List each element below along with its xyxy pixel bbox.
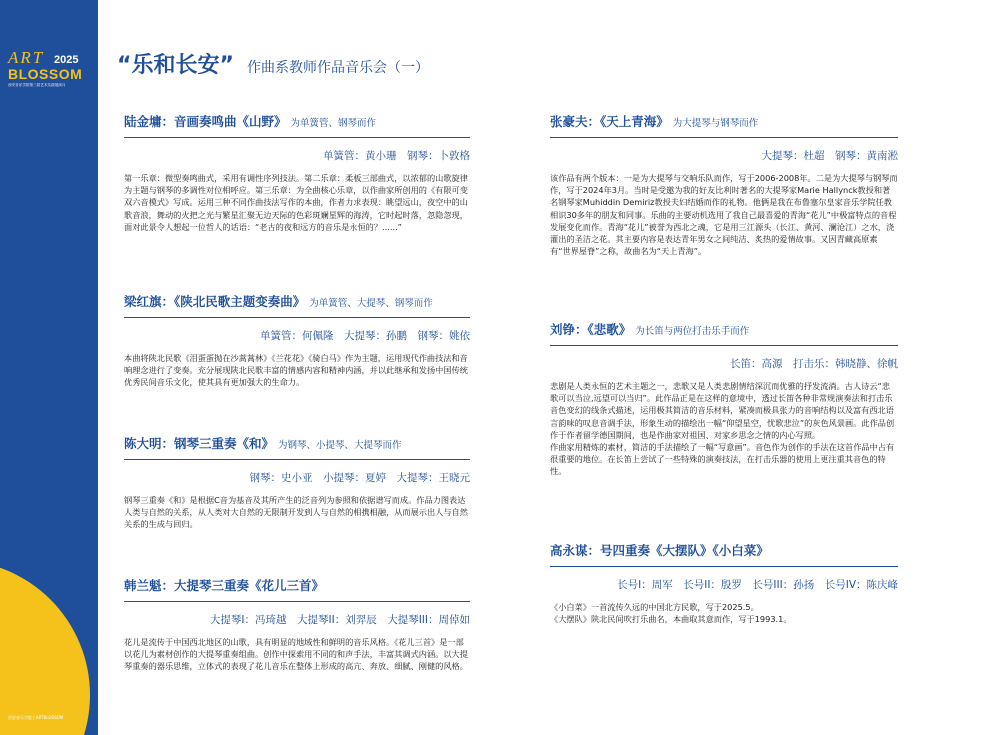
piece-beige: [550, 322, 898, 478]
piece-instrumentation: 为单簧管、钢琴而作: [290, 118, 377, 129]
piece-shanye: [124, 114, 470, 233]
piece-composer-title: 刘铮：《悲歌》: [550, 322, 632, 337]
piece-performers: 长笛：高源 打击乐：韩晓静、徐帆: [730, 358, 898, 370]
sidebar: [0, 0, 98, 735]
piece-instrumentation: 为钢琴、小提琴、大提琴而作: [278, 440, 402, 451]
piece-composer-title: 张豪夫：《天上青海》: [550, 114, 669, 129]
piece-heading: [550, 543, 898, 561]
description-paragraph: 第一乐章：微型奏鸣曲式，采用有调性序列技法。第二乐章：柔板三部曲式，以浓郁的山歌旋律为主题与钢琴的多调性对位相呼应。第三乐章：为全曲核心乐章，以作曲家所创用的《有限可变双六音模式》写成。运用三种不同作曲技法写作的本曲，作者力求表现：眺望远山，夜空中的山歌音浪，舞动的火把之光与繁星汇聚无边天际的色彩斑斓星辉的海涛，它时起时落，忽隐忽现，面对此景令人想起一位哲人的话语：“老古的夜和远方的音乐是永恒的？......”: [124, 173, 468, 232]
description-paragraph: 本曲将陕北民歌《泪蛋蛋抛在沙蒿蒿林》《兰花花》《骑白马》作为主题，运用现代作曲技法和音响理念进行了变奏。充分展现陕北民歌丰富的情感内容和精神内涵，并以此继承和发扬中国传统优秀民间音乐文化，使其具有更加强大的生命力。: [124, 353, 468, 388]
divider: [550, 345, 898, 346]
piece-trombone-quartet: [550, 543, 898, 625]
piece-heading: [124, 114, 470, 132]
piece-heading: [124, 436, 470, 454]
piece-description: [124, 636, 470, 673]
piece-description: [550, 380, 898, 478]
page-title: [117, 48, 429, 79]
piece-instrumentation: 为长笛与两位打击乐手而作: [635, 326, 750, 337]
description-paragraph: 《大摆队》陕北民间吹打乐曲名，本曲取其意而作，写于1993.1。: [550, 614, 792, 625]
piece-heading: [550, 114, 898, 132]
description-paragraph: 钢琴三重奏《和》是根据C音为基音及其所产生的泛音列为参照和依据谱写而成。作品力图表达人类与自然的关系，从人类对大自然的无限制开发到人与自然的相携相融，从而展示出人与自然关系的生成与回归。: [124, 495, 468, 530]
description-paragraph: 《小白菜》一首流传久远的中国北方民歌，写于2025.5。: [550, 602, 759, 612]
logo-year: 2025: [54, 54, 79, 66]
divider: [124, 459, 470, 460]
piece-composer-title: 陆金墉：音画奏鸣曲《山野》: [124, 114, 287, 129]
piece-heading: [550, 322, 898, 340]
divider: [124, 137, 470, 138]
description-paragraph: 悲剧是人类永恒的艺术主题之一，悲歌又是人类悲剧情结深沉而优雅的抒发流淌。古人诗云“悲歌可以当泣,远望可以当归”。此作品正是在这样的意境中，透过长笛各种非常规演奏法和打击乐音色变幻的线条式描述，运用极其简洁的音乐材料，紧凑而极具张力的音响结构以及富有西北语言韵味的叹息音调手法，形象生动的描绘出一幅“仰望星空，忧歌悲泣”的灰色风景画。此作品创作于作者留学德国期间，也是作曲家对祖国、对家乡思念之情的内心写照。: [550, 381, 895, 440]
piece-instrumentation: 为单簧管、大提琴、钢琴而作: [309, 298, 433, 309]
description-paragraph: 该作品有两个版本：一是为大提琴与交响乐队而作，写于2006-2008年。二是为大提琴与钢琴而作，写于2024年3月。当时是受邀为我的好友比利时著名的大提琴家Marie Hallynck教授和著名钢琴家Muhiddin Demiriz教授夫妇结婚而作的礼物。他俩是我在布鲁塞尔皇家音乐学院任教相识30多年的朋友和同事。乐曲的主要动机选用了我自己最喜爱的青海“花儿”中极富特点的音程发展变化而作。青海“花儿”被誉为西北之魂，它是用三江源头（长江、黄河、澜沧江）之水，浇灌出的圣洁之花。其主要内容是表达青年男女之间纯洁、炙热的爱情故事。又因青藏高原素有“世界屋脊”之称，故曲名为“天上青海”。: [550, 173, 898, 257]
concert-subtitle: 作曲系教师作品音乐会（一）: [247, 60, 430, 76]
piece-composer-title: 陈大明：钢琴三重奏《和》: [124, 436, 275, 451]
piece-description: [550, 172, 898, 257]
piece-performers: 长号I：周军 长号II：殷罗 长号III：孙扬 长号IV：陈庆峰: [617, 579, 898, 591]
piece-heading: [124, 294, 470, 312]
description-paragraph: 作曲家用精炼的素材，简洁的手法描绘了一幅“写意画”。音色作为创作的手法在这首作品中占有很重要的地位。在长笛上尝试了一些特殊的演奏技法，在打击乐器的使用上更注重其音色的特性。: [550, 442, 895, 477]
piece-tianshang-qinghai: [550, 114, 898, 257]
piece-performers: 大提琴I：冯琦越 大提琴II：刘羿辰 大提琴III：周倬如: [209, 614, 470, 626]
logo-art-text: ART: [8, 48, 45, 67]
piece-instrumentation: 为大提琴与钢琴而作: [672, 118, 759, 129]
piece-heading: [124, 578, 470, 596]
decorative-yellow-arc: [0, 560, 90, 735]
art-blossom-logo: [8, 50, 92, 88]
divider: [124, 317, 470, 318]
concert-title: “乐和长安”: [117, 53, 234, 78]
piece-composer-title: 梁红旗：《陕北民歌主题变奏曲》: [124, 294, 306, 309]
piece-description: [550, 601, 898, 625]
piece-performers: 单簧管：黄小珊 钢琴：卜敦格: [323, 150, 470, 162]
logo-blossom-text: BLOSSOM: [8, 66, 83, 82]
piece-performers: 大提琴：杜超 钢琴：黄南淞: [761, 150, 898, 162]
piece-he-trio: [124, 436, 470, 531]
piece-composer-title: 韩兰魁：大提琴三重奏《花儿三首》: [124, 578, 325, 593]
footer-logos: 西安音乐学院 | ARTBLOSSOM: [8, 715, 64, 720]
divider: [124, 601, 470, 602]
piece-huaer-three: [124, 578, 470, 673]
logo-subtitle: 西安音乐学院第三届艺术实践展演月: [8, 83, 66, 87]
piece-description: [124, 494, 470, 531]
piece-description: [124, 172, 470, 233]
piece-composer-title: 高永谋：号四重奏《大摆队》《小白菜》: [550, 543, 769, 558]
piece-performers: 单簧管：何佩隆 大提琴：孙鹏 钢琴：姚依: [260, 330, 470, 342]
description-paragraph: 花儿是流传于中国西北地区的山歌，具有明显的地域性和鲜明的音乐风格。《花儿三首》是一部以花儿为素材创作的大提琴重奏组曲。创作中探索用不同的和声手法，丰富其调式内涵。以大提琴重奏的器乐思维，立体式的表现了花儿音乐在整体上形成的高亢、奔放、细腻、刚健的风格。: [124, 637, 468, 672]
piece-performers: 钢琴：史小亚 小提琴：夏婷 大提琴：王晓元: [249, 472, 470, 484]
divider: [550, 137, 898, 138]
piece-description: [124, 352, 470, 389]
piece-shaanbei-variations: [124, 294, 470, 389]
divider: [550, 566, 898, 567]
